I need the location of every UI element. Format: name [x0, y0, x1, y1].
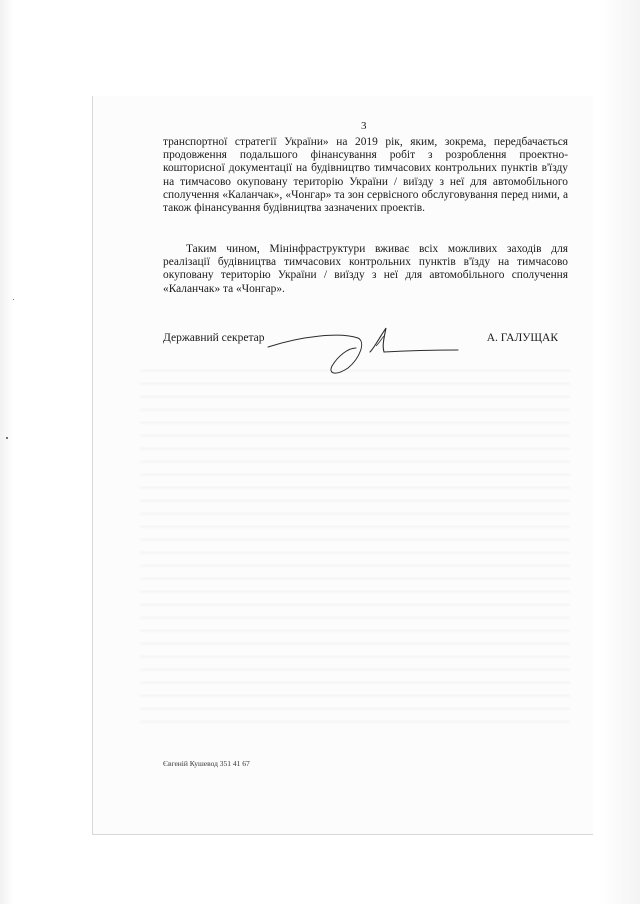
scan-speck	[13, 299, 14, 300]
body-paragraph-2: Таким чином, Мінінфраструктури вживає всіх можливих заходів для реалізації будівництва тимчасових контрольних пунктів в'їзду на тимчасово окуповану територію України / виїзду з неї для автомобільного сполучення «Каланчак» та «Чонгар».	[163, 243, 568, 295]
body-paragraph-1: транспортної стратегії України» на 2019 рік, яким, зокрема, передбачається продовження подальшого фінансування робіт з розроблення проектно-кошторисної документації на будівництво тимчасових контрольних пунктів в'їзду на тимчасово окуповану територію України / виїзду з неї для автомобільного сполучення «Каланчак», «Чонгар» та зон сервісного обслуговування перед ними, а також фінансування будівництва зазначених проектів.	[163, 136, 568, 215]
signature-block	[163, 332, 558, 352]
bleed-through-texture	[140, 360, 570, 730]
signatory-name: А. ГАЛУЩАК	[486, 332, 558, 344]
executor-contact: Євгеній Кушевод 351 41 67	[163, 759, 250, 768]
signatory-title: Державний секретар	[163, 332, 265, 344]
page-number: 3	[361, 120, 367, 132]
handwritten-signature	[262, 318, 462, 388]
scan-speck	[6, 437, 8, 439]
